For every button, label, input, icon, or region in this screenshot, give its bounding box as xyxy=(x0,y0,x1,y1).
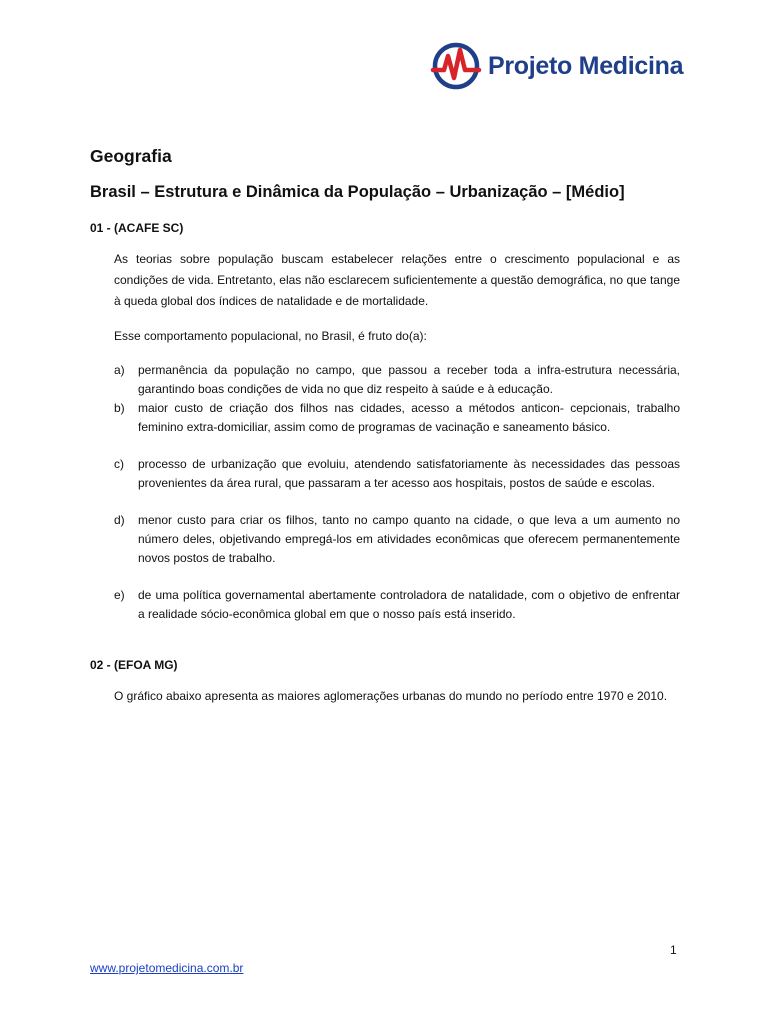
option-letter: c) xyxy=(114,457,124,471)
question-1-paragraph: As teorias sobre população buscam estabelecer relações entre o crescimento populacional e as condições de vida. Entretanto, elas não esclarecem suficientemente a questão demográfica, no que tange à queda global dos índices de natalidade e de mortalidade. xyxy=(114,252,680,308)
logo-text: Projeto Medicina xyxy=(488,51,684,80)
question-2-text xyxy=(114,686,680,707)
page-number: 1 xyxy=(670,943,677,957)
subject-title: Geografia xyxy=(90,146,172,166)
option-text: permanência da população no campo, que passou a receber toda a infra-estrutura necessária, garantindo boas condições de vida no que diz respeito à saúde e à educação. xyxy=(138,363,680,396)
question-1-text xyxy=(114,249,680,624)
option-letter: e) xyxy=(114,588,125,602)
document-body xyxy=(90,146,680,721)
question-1-options xyxy=(114,361,680,624)
option-text: de uma política governamental abertamente controladora de natalidade, com o objetivo de enfrentar a realidade sócio-econômica global em que o nosso país está inserido. xyxy=(138,588,680,621)
option-a xyxy=(114,361,680,399)
logo xyxy=(430,40,683,92)
option-text: maior custo de criação dos filhos nas cidades, acesso a métodos anticon- cepcionais, trabalho feminino extra-domiciliar, assim como de programas de vacinação e saneamento básico. xyxy=(138,401,680,434)
option-text: menor custo para criar os filhos, tanto no campo quanto na cidade, o que leva a um aumento no número deles, objetivando empregá-los em atividades econômicas que oferecem permanentemente novos postos de trabalho. xyxy=(138,513,680,565)
option-c xyxy=(114,455,680,493)
topic-title: Brasil – Estrutura e Dinâmica da População – Urbanização – [Médio] xyxy=(90,183,625,201)
question-1 xyxy=(90,221,680,624)
option-letter: a) xyxy=(114,363,125,377)
website-link[interactable]: www.projetomedicina.com.br xyxy=(90,961,244,975)
question-2 xyxy=(90,658,680,707)
question-2-paragraph: O gráfico abaixo apresenta as maiores aglomerações urbanas do mundo no período entre 1970 e 2010. xyxy=(114,689,668,703)
heartbeat-logo-icon xyxy=(430,40,482,92)
option-d xyxy=(114,511,680,568)
question-1-prompt: Esse comportamento populacional, no Brasil, é fruto do(a): xyxy=(114,329,427,343)
question-1-header: 01 - (ACAFE SC) xyxy=(90,221,184,235)
question-2-header: 02 - (EFOA MG) xyxy=(90,658,178,672)
option-e xyxy=(114,586,680,624)
option-letter: b) xyxy=(114,401,125,415)
option-b xyxy=(114,399,680,437)
option-letter: d) xyxy=(114,513,125,527)
option-text: processo de urbanização que evoluiu, atendendo satisfatoriamente às necessidades das pessoas provenientes da área rural, que passaram a ter acesso aos hospitais, postos de saúde e escolas. xyxy=(138,457,680,490)
